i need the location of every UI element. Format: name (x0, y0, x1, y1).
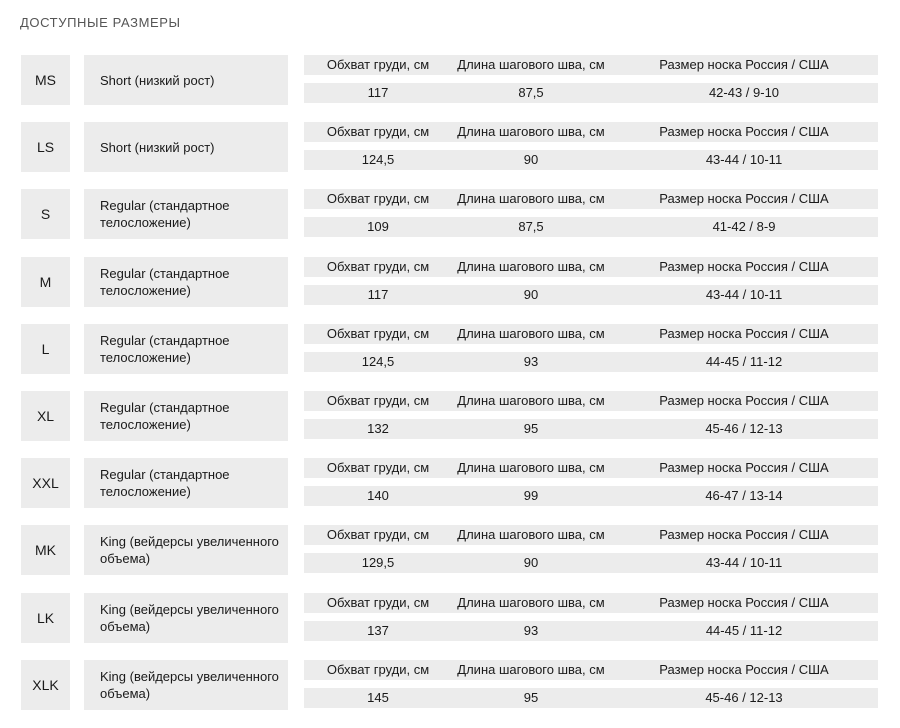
size-code: LK (21, 593, 70, 643)
chest-value: 109 (367, 219, 389, 235)
page-title: ДОСТУПНЫЕ РАЗМЕРЫ (20, 15, 181, 30)
measurement-values (304, 150, 878, 170)
measurement-values (304, 688, 878, 708)
inseam-label: Длина шагового шва, см (457, 460, 605, 476)
sock-size-label: Размер носка Россия / США (659, 191, 829, 207)
chest-label: Обхват груди, см (326, 392, 430, 408)
size-code: LS (21, 122, 70, 172)
measurement-header (304, 257, 878, 277)
measurement-header (304, 189, 878, 209)
fit-type: King (вейдерсы увеличенного объема) (84, 525, 288, 575)
fit-type: King (вейдерсы увеличенного объема) (84, 660, 288, 710)
inseam-value: 87,5 (518, 85, 544, 100)
size-code: MK (21, 525, 70, 575)
measurement-values (304, 419, 878, 439)
sock-size-value: 43-44 / 10-11 (705, 286, 783, 302)
chest-label: Обхват груди, см (326, 460, 430, 476)
inseam-value: 99 (523, 488, 539, 504)
measurement-header (304, 525, 878, 545)
chest-value: 132 (367, 420, 389, 436)
size-row (0, 391, 900, 441)
chest-value: 117 (367, 85, 389, 100)
inseam-label: Длина шагового шва, см (457, 258, 605, 274)
size-row (0, 122, 900, 172)
size-row (0, 458, 900, 508)
size-row (0, 55, 900, 105)
size-row (0, 660, 900, 710)
size-row (0, 525, 900, 575)
inseam-value: 93 (523, 353, 539, 369)
sock-size-value: 43-44 / 10-11 (705, 555, 783, 571)
inseam-value: 95 (523, 689, 539, 705)
chest-label: Обхват груди, см (326, 661, 430, 677)
inseam-value: 90 (523, 286, 539, 302)
sock-size-label: Размер носка Россия / США (659, 57, 829, 72)
chest-label: Обхват груди, см (326, 325, 430, 341)
chest-value: 124,5 (361, 353, 395, 369)
sock-size-label: Размер носка Россия / США (659, 124, 829, 140)
inseam-label: Длина шагового шва, см (457, 325, 605, 341)
sock-size-label: Размер носка Россия / США (659, 527, 829, 543)
sock-size-label: Размер носка Россия / США (659, 392, 829, 408)
chest-value: 124,5 (361, 152, 395, 168)
measurement-header (304, 391, 878, 411)
inseam-value: 90 (523, 152, 539, 168)
fit-type: Regular (стандартное телосложение) (84, 391, 288, 441)
sock-size-value: 43-44 / 10-11 (705, 152, 783, 168)
chest-label: Обхват груди, см (326, 191, 430, 207)
measurement-values (304, 217, 878, 237)
sock-size-value: 45-46 / 12-13 (705, 689, 783, 705)
measurement-header (304, 660, 878, 680)
size-code: M (21, 257, 70, 307)
size-row (0, 257, 900, 307)
measurement-values (304, 83, 878, 103)
inseam-value: 90 (523, 555, 539, 571)
size-row (0, 324, 900, 374)
fit-type: Regular (стандартное телосложение) (84, 458, 288, 508)
measurement-values (304, 285, 878, 305)
measurement-values (304, 352, 878, 372)
size-row (0, 593, 900, 643)
sock-size-label: Размер носка Россия / США (659, 460, 829, 476)
inseam-label: Длина шагового шва, см (457, 594, 605, 610)
fit-type: King (вейдерсы увеличенного объема) (84, 593, 288, 643)
measurement-values (304, 621, 878, 641)
size-table (0, 55, 900, 727)
measurement-header (304, 458, 878, 478)
measurement-header (304, 324, 878, 344)
sock-size-value: 44-45 / 11-12 (705, 622, 783, 638)
fit-type: Short (низкий рост) (84, 55, 288, 105)
chest-value: 117 (367, 286, 389, 302)
sock-size-value: 45-46 / 12-13 (705, 420, 783, 436)
chest-value: 129,5 (361, 555, 395, 571)
size-row (0, 189, 900, 239)
sock-size-value: 41-42 / 8-9 (712, 219, 776, 235)
size-code: L (21, 324, 70, 374)
chest-label: Обхват груди, см (326, 594, 430, 610)
measurement-header (304, 122, 878, 142)
chest-value: 137 (367, 622, 389, 638)
size-code: XLK (21, 660, 70, 710)
size-code: MS (21, 55, 70, 105)
inseam-label: Длина шагового шва, см (457, 57, 605, 72)
inseam-value: 93 (523, 622, 539, 638)
chest-label: Обхват груди, см (326, 124, 430, 140)
inseam-label: Длина шагового шва, см (457, 661, 605, 677)
sock-size-label: Размер носка Россия / США (659, 661, 829, 677)
measurement-values (304, 486, 878, 506)
fit-type: Regular (стандартное телосложение) (84, 324, 288, 374)
inseam-label: Длина шагового шва, см (457, 392, 605, 408)
measurement-header (304, 593, 878, 613)
size-code: S (21, 189, 70, 239)
chest-value: 145 (367, 689, 389, 705)
chest-value: 140 (367, 488, 389, 504)
chest-label: Обхват груди, см (326, 258, 430, 274)
size-code: XL (21, 391, 70, 441)
sock-size-label: Размер носка Россия / США (659, 325, 829, 341)
measurement-values (304, 553, 878, 573)
chest-label: Обхват груди, см (326, 57, 430, 72)
fit-type: Regular (стандартное телосложение) (84, 257, 288, 307)
sock-size-label: Размер носка Россия / США (659, 594, 829, 610)
sock-size-value: 44-45 / 11-12 (705, 353, 783, 369)
inseam-value: 95 (523, 420, 539, 436)
inseam-label: Длина шагового шва, см (457, 124, 605, 140)
sock-size-value: 46-47 / 13-14 (705, 488, 783, 504)
measurement-header (304, 55, 878, 75)
inseam-value: 87,5 (518, 219, 544, 235)
fit-type: Regular (стандартное телосложение) (84, 189, 288, 239)
sock-size-value: 42-43 / 9-10 (708, 85, 780, 100)
size-code: XXL (21, 458, 70, 508)
fit-type: Short (низкий рост) (84, 122, 288, 172)
chest-label: Обхват груди, см (326, 527, 430, 543)
inseam-label: Длина шагового шва, см (457, 191, 605, 207)
sock-size-label: Размер носка Россия / США (659, 258, 829, 274)
inseam-label: Длина шагового шва, см (457, 527, 605, 543)
